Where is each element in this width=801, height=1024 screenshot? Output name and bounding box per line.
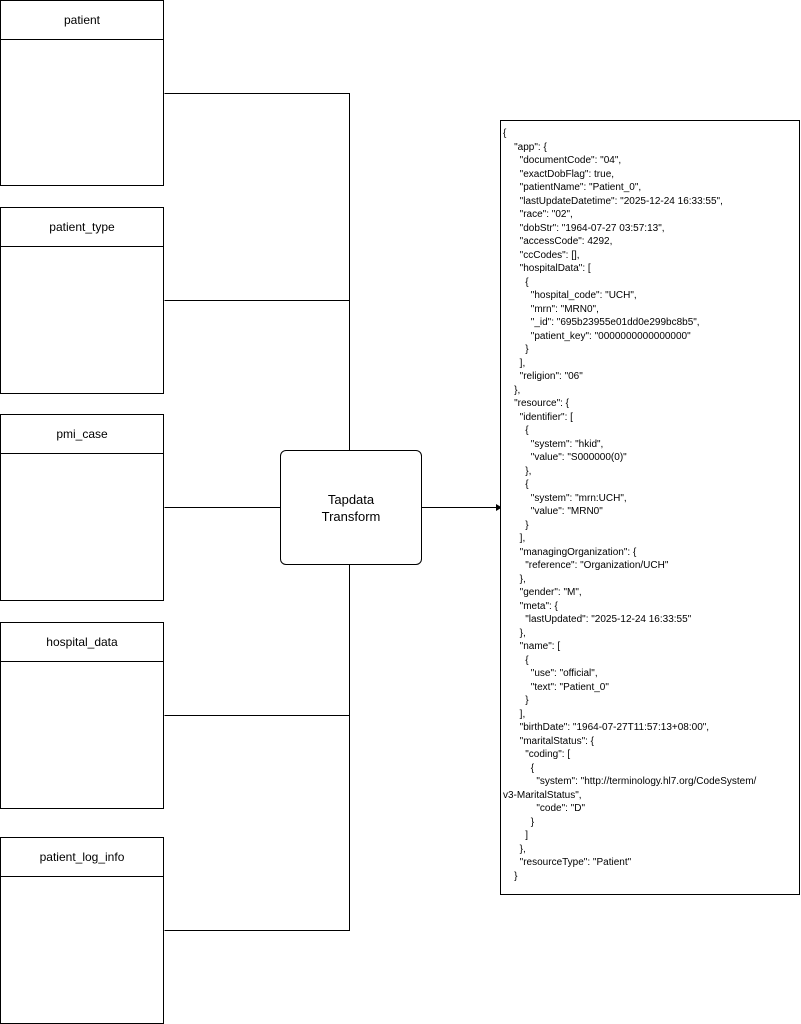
json-line: "coding": [ — [503, 749, 571, 760]
json-line: "_id": "695b23955e01dd0e299bc8b5", — [503, 317, 700, 328]
json-line: } — [503, 344, 529, 355]
json-line: "dobStr": "1964-07-27 03:57:13", — [503, 222, 665, 234]
json-line: "system": "hkid", — [503, 438, 604, 450]
transform-label-line1: Tapdata — [327, 491, 375, 507]
json-line: "system": "http://terminology.hl7.org/CodeSystem/ — [503, 776, 757, 787]
table-patient-type — [0, 207, 164, 394]
json-line: } — [503, 816, 535, 828]
json-line: { — [503, 762, 535, 774]
json-line: }, — [503, 465, 532, 477]
json-line: }, — [503, 384, 521, 396]
connector-hospital-data — [165, 565, 350, 716]
json-line: "use": "official", — [503, 668, 598, 679]
json-line: ] — [503, 830, 529, 841]
table-name: patient_log_info — [1, 838, 163, 877]
json-line: }, — [503, 843, 526, 855]
json-line: } — [503, 870, 518, 882]
output-json-document — [500, 120, 800, 895]
json-line: "gender": "M", — [503, 587, 582, 598]
json-line: "resourceType": "Patient" — [503, 857, 632, 868]
json-line: "hospital_code": "UCH", — [503, 290, 637, 301]
json-line: "birthDate": "1964-07-27T11:57:13+08:00", — [503, 722, 710, 733]
table-pmi-case — [0, 414, 164, 601]
json-line: "ccCodes": [], — [503, 249, 580, 261]
json-line: "maritalStatus": { — [503, 735, 595, 747]
json-line: "name": [ — [503, 641, 561, 652]
json-line: "mrn": "MRN0", — [503, 303, 599, 315]
connector-patient-log-info — [165, 565, 350, 931]
json-line: { — [503, 425, 529, 436]
json-line: "patient_key": "0000000000000000" — [503, 330, 691, 342]
json-line: { — [503, 654, 529, 666]
json-line: "text": "Patient_0" — [503, 681, 609, 693]
json-line: "app": { — [503, 141, 547, 153]
json-line: "code": "D" — [503, 803, 586, 814]
json-line: ], — [503, 708, 526, 720]
json-line: { — [503, 479, 529, 490]
json-line: } — [503, 695, 529, 706]
tapdata-transform-node — [280, 450, 422, 565]
json-line: "exactDobFlag": true, — [503, 168, 615, 180]
json-line: "value": "S000000(0)" — [503, 452, 627, 463]
json-line: { — [503, 276, 529, 288]
table-name: patient — [1, 1, 163, 40]
table-patient — [0, 0, 164, 186]
json-line: "value": "MRN0" — [503, 506, 603, 517]
json-line: }, — [503, 573, 526, 585]
json-line: "accessCode": 4292, — [503, 236, 613, 247]
json-line: v3-MaritalStatus", — [503, 789, 582, 801]
table-name: hospital_data — [1, 623, 163, 662]
json-line: ], — [503, 533, 526, 544]
table-patient-log-info — [0, 837, 164, 1024]
json-line: }, — [503, 627, 526, 639]
json-line: "lastUpdated": "2025-12-24 16:33:55" — [503, 614, 692, 625]
json-line: "system": "mrn:UCH", — [503, 492, 627, 504]
json-line: ], — [503, 357, 526, 369]
json-line: "resource": { — [503, 398, 570, 409]
table-name: pmi_case — [1, 415, 163, 454]
table-name: patient_type — [1, 208, 163, 247]
json-line: } — [503, 519, 529, 531]
json-line: "religion": "06" — [503, 371, 583, 382]
json-line: "identifier": [ — [503, 411, 573, 423]
json-line: "reference": "Organization/UCH" — [503, 560, 669, 571]
connector-patient — [165, 94, 350, 451]
json-line: "lastUpdateDatetime": "2025-12-24 16:33:55", — [503, 195, 723, 207]
json-line: "patientName": "Patient_0", — [503, 182, 642, 193]
json-line: "hospitalData": [ — [503, 263, 591, 274]
json-line: "race": "02", — [503, 209, 573, 220]
table-hospital-data — [0, 622, 164, 809]
json-line: { — [503, 128, 507, 139]
json-line: "meta": { — [503, 600, 558, 612]
json-line: "documentCode": "04", — [503, 155, 622, 166]
json-line: "managingOrganization": { — [503, 546, 637, 558]
transform-label-line2: Transform — [321, 508, 381, 524]
